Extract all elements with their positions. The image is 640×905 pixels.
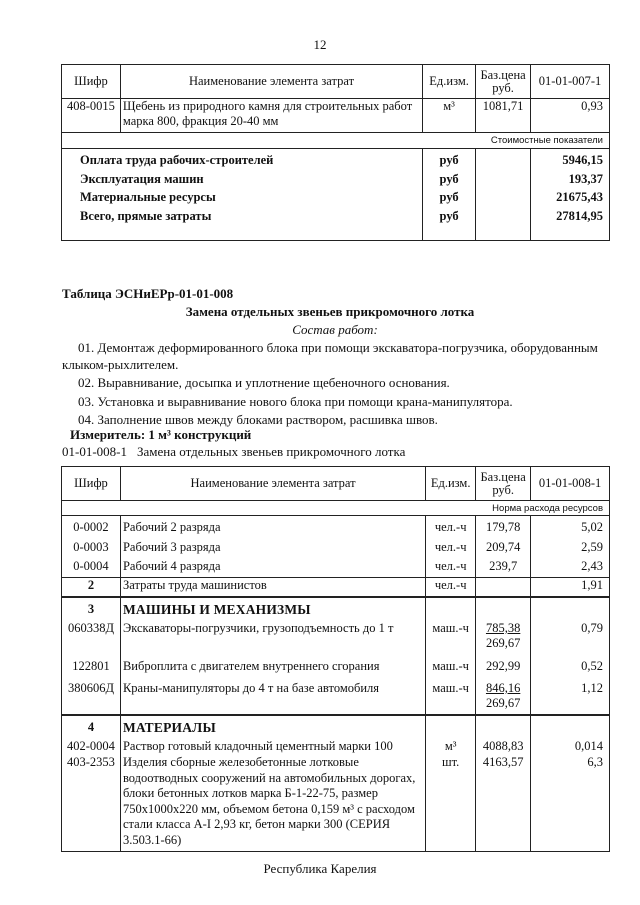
footer-region: Республика Карелия	[263, 861, 377, 876]
labor-code: 0-0003	[73, 539, 109, 554]
summary-unit: руб	[439, 171, 459, 186]
summary-label: Материальные ресурсы	[80, 190, 216, 204]
labor-name: Рабочий 2 разряда	[122, 520, 221, 534]
row-value: 0,93	[531, 99, 610, 133]
machine-code: 122801	[62, 656, 121, 679]
machine-price: 292,99	[476, 656, 531, 679]
header-unit: Ед.изм.	[423, 65, 476, 99]
labor-value: 5,02	[581, 520, 603, 534]
material-name: Изделия сборные железобетонные лотковые водоотводных сооружений на автомобильных дорогах, блоки бетонных лотков марка Б-1-22-75, размер 750х1000х220 мм, объемом бетона 0,159 м³ с расходом стали класса А-I 2,93 кг, бетон марки 300 (СЕРИЯ 3.503.1-66)	[120, 755, 425, 852]
measure-unit: Измеритель: 1 м³ конструкций	[70, 427, 252, 442]
machinist-price	[476, 577, 531, 597]
material-price: 4163,57	[476, 755, 531, 852]
labor-rows	[62, 516, 610, 578]
resource-norm-table	[61, 466, 610, 852]
work-item: 02. Выравнивание, досыпка и уплотнение щебеночного основания.	[78, 375, 450, 390]
material-value: 6,3	[531, 755, 610, 852]
material-name: Раствор готовый кладочный цементный марки 100	[120, 736, 425, 755]
table-row	[62, 99, 610, 133]
labor-unit: чел.-ч	[434, 539, 467, 554]
summary-value: 27814,95	[556, 208, 603, 223]
machinist-value: 1,91	[531, 577, 610, 597]
machine-price: 846,16	[485, 681, 521, 695]
work-item: 01. Демонтаж деформированного блока при помощи экскаватора-погрузчика, оборудованным клыком-рыхлителем.	[62, 340, 598, 372]
works-heading: Состав работ:	[292, 322, 378, 337]
subheader-resource-norm: Норма расхода ресурсов	[62, 501, 610, 516]
machine-name: Экскаваторы-погрузчики, грузоподъемность до 1 т	[120, 618, 425, 656]
summary-value: 193,37	[568, 171, 603, 186]
machine-unit: маш.-ч	[426, 618, 476, 656]
section-title: МАШИНЫ И МЕХАНИЗМЫ	[120, 597, 425, 618]
header-code: Шифр	[62, 467, 121, 501]
labor-value: 2,43	[581, 559, 603, 573]
item-name: Замена отдельных звеньев прикромочного лотка	[137, 444, 406, 459]
item-code: 01-01-008-1	[62, 444, 127, 459]
summary-value: 21675,43	[556, 190, 603, 204]
top-table-header	[62, 65, 610, 99]
machine-value: 0,52	[531, 656, 610, 679]
work-item: 04. Заполнение швов между блоками раствором, расшивка швов.	[78, 412, 438, 427]
section-code: 3	[62, 597, 121, 618]
table-row	[62, 755, 610, 852]
main-table-header	[62, 467, 610, 501]
header-norm-code: 01-01-008-1	[531, 467, 610, 501]
machine-name: Краны-манипуляторы до 4 т на базе автомобиля	[120, 679, 425, 715]
top-cost-table	[61, 64, 610, 241]
row-unit: м³	[423, 99, 476, 133]
table-subtitle: Замена отдельных звеньев прикромочного лотка	[185, 304, 475, 319]
summary-label: Эксплуатация машин	[80, 171, 204, 186]
material-code: 403-2353	[62, 755, 121, 852]
labor-name: Рабочий 4 разряда	[122, 559, 221, 573]
machine-unit: маш.-ч	[426, 656, 476, 679]
material-price: 4088,83	[476, 736, 531, 755]
row-price: 1081,71	[476, 99, 531, 133]
table-row	[62, 618, 610, 656]
machine-unit: маш.-ч	[426, 679, 476, 715]
header-price: Баз.цена руб.	[476, 65, 531, 99]
labor-name: Рабочий 3 разряда	[122, 539, 221, 554]
machine-price-secondary: 269,67	[485, 636, 521, 650]
work-item: 03. Установка и выравнивание нового блока при помощи крана-манипулятора.	[78, 393, 513, 409]
table-row	[62, 577, 610, 597]
machine-price-secondary: 269,67	[485, 696, 521, 710]
summary-label: Оплата труда рабочих-строителей	[80, 153, 274, 167]
material-unit: м³	[426, 736, 476, 755]
material-value: 0,014	[531, 736, 610, 755]
machine-price: 785,38	[485, 621, 521, 635]
header-name: Наименование элемента затрат	[120, 65, 422, 99]
row-code: 408-0015	[62, 99, 121, 133]
labor-unit: чел.-ч	[434, 559, 467, 573]
labor-unit: чел.-ч	[434, 520, 467, 534]
labor-price: 179,78	[485, 520, 521, 534]
material-unit: шт.	[426, 755, 476, 852]
header-norm-code: 01-01-007-1	[531, 65, 610, 99]
summary-unit: руб	[439, 153, 459, 167]
header-code: Шифр	[62, 65, 121, 99]
header-unit: Ед.изм.	[426, 467, 476, 501]
table-row	[62, 679, 610, 715]
labor-code: 0-0002	[73, 520, 109, 534]
materials-section	[62, 715, 610, 736]
row-name: Щебень из природного камня для строительных работ марка 800, фракция 20-40 мм	[120, 99, 422, 133]
works-list	[62, 340, 607, 429]
labor-price: 209,74	[485, 539, 521, 554]
machine-value: 1,12	[531, 679, 610, 715]
section-title: МАТЕРИАЛЫ	[120, 715, 425, 736]
summary-label: Всего, прямые затраты	[80, 208, 212, 223]
page-number: 12	[313, 37, 327, 52]
header-price: Баз.цена руб.	[476, 467, 531, 501]
machine-value: 0,79	[531, 618, 610, 656]
table-row	[62, 656, 610, 679]
machine-code: 060338Д	[62, 618, 121, 656]
material-code: 402-0004	[62, 736, 121, 755]
summary-unit: руб	[439, 190, 459, 204]
summary-unit: руб	[439, 208, 459, 223]
machinist-code: 2	[62, 577, 121, 597]
machine-name: Виброплита с двигателем внутреннего сгорания	[120, 656, 425, 679]
summary-rows	[62, 149, 610, 241]
machine-code: 380606Д	[62, 679, 121, 715]
machinist-name: Затраты труда машинистов	[120, 577, 425, 597]
machines-section	[62, 597, 610, 618]
header-name: Наименование элемента затрат	[120, 467, 425, 501]
labor-price: 239,7	[489, 559, 518, 573]
table-row	[62, 736, 610, 755]
subheader-cost-indicators: Стоимостные показатели	[62, 133, 610, 149]
labor-value: 2,59	[581, 539, 603, 554]
machinist-unit: чел.-ч	[426, 577, 476, 597]
labor-code: 0-0004	[73, 559, 109, 573]
summary-value: 5946,15	[562, 153, 603, 167]
section-code: 4	[62, 715, 121, 736]
table-title: Таблица ЭСНиЕРр-01-01-008	[62, 286, 234, 301]
